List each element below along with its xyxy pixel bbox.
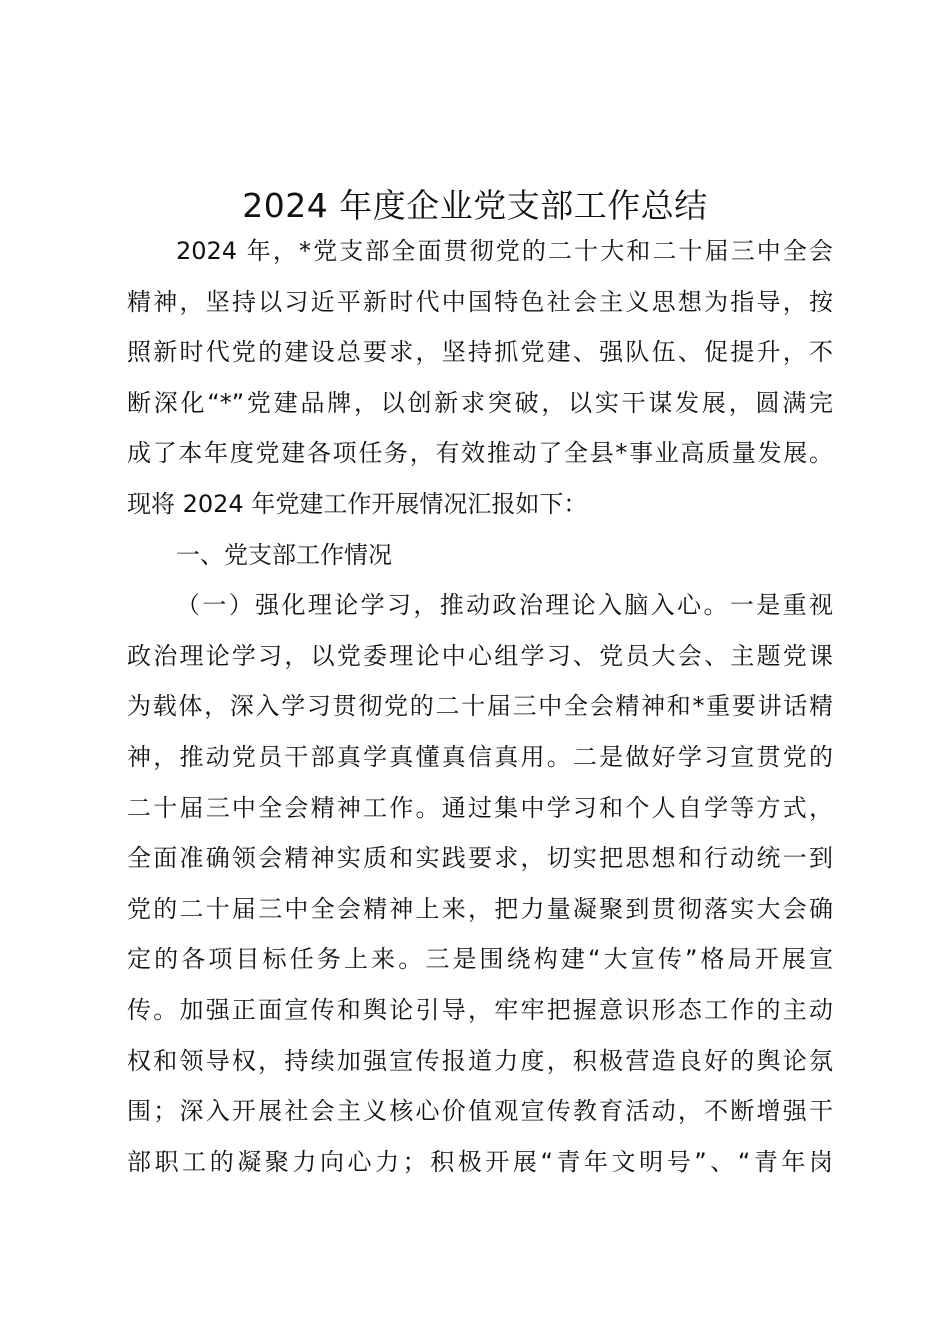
- paragraph-line: 二十届三中全会精神工作。通过集中学习和个人自学等方式，: [127, 793, 833, 822]
- paragraph-theory-study: [127, 580, 833, 1187]
- document-body: [127, 226, 833, 1187]
- paragraph-intro: [127, 226, 833, 530]
- paragraph-line: 传。加强正面宣传和舆论引导，牢牢把握意识形态工作的主动: [127, 995, 833, 1024]
- paragraph-line: 神，推动党员干部真学真懂真信真用。二是做好学习宣贯党的: [127, 742, 833, 771]
- paragraph-line: 权和领导权，持续加强宣传报道力度，积极营造良好的舆论氛: [127, 1046, 833, 1075]
- paragraph-line: 定的各项目标任务上来。三是围绕构建“大宣传”格局开展宣: [127, 945, 833, 974]
- paragraph-line: 部职工的凝聚力向心力；积极开展“青年文明号”、“青年岗: [127, 1147, 833, 1176]
- paragraph-line: 精神，坚持以习近平新时代中国特色社会主义思想为指导，按: [127, 287, 833, 316]
- paragraph-line: 成了本年度党建各项任务，有效推动了全县*事业高质量发展。: [127, 439, 833, 468]
- paragraph-line: 为载体，深入学习贯彻党的二十届三中全会精神和*重要讲话精: [127, 692, 833, 721]
- paragraph-line: 围；深入开展社会主义核心价值观宣传教育活动，不断增强干: [127, 1097, 833, 1126]
- document-title: 2024 年度企业党支部工作总结: [242, 186, 708, 225]
- paragraph-line: 党的二十届三中全会精神上来，把力量凝聚到贯彻落实大会确: [127, 894, 833, 923]
- heading-line: 一、党支部工作情况: [176, 540, 392, 569]
- paragraph-line: 断深化“*”党建品牌，以创新求突破，以实干谋发展，圆满完: [127, 388, 833, 417]
- paragraph-line: 现将 2024 年党建工作开展情况汇报如下：: [127, 489, 588, 518]
- paragraph-line: （一）强化理论学习，推动政治理论入脑入心。一是重视: [176, 591, 833, 620]
- paragraph-line: 政治理论学习，以党委理论中心组学习、党员大会、主题党课: [127, 641, 833, 670]
- paragraph-line: 照新时代党的建设总要求，坚持抓党建、强队伍、促提升，不: [127, 338, 833, 367]
- paragraph-line: 全面准确领会精神实质和实践要求，切实把思想和行动统一到: [127, 844, 833, 873]
- section-heading: [127, 530, 833, 581]
- paragraph-line: 2024 年，*党支部全面贯彻党的二十大和二十届三中全会: [176, 237, 833, 265]
